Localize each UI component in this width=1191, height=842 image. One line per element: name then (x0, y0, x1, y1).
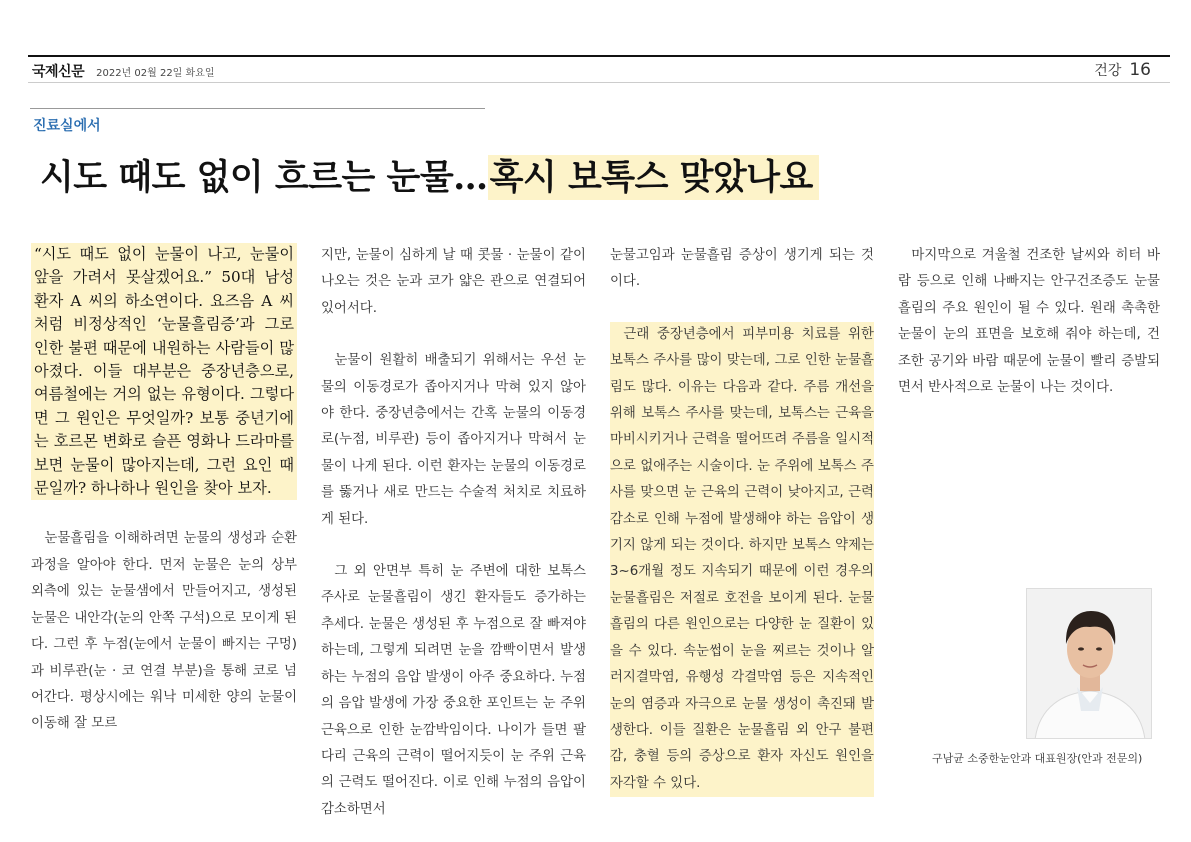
lead-paragraph: “시도 때도 없이 눈물이 나고, 눈물이 앞을 가려서 못살겠어요.” 50대 남성 환자 A 씨의 하소연이다. 요즈음 A 씨처럼 비정상적인 ‘눈물흘림증’과 그로 인한 불편 때문에 내원하는 사람들이 많아졌다. 이들 대부분은 중장년층으로, 여름철에는 거의 없는 유형이다. 그렇다면 그 원인은 무엇일까? 보통 중년기에는 호르몬 변화로 슬픈 영화나 드라마를 보면 눈물이 많아지는데, 그런 요인 때문일까? 하나하나 원인을 찾아 보자. (31, 243, 297, 500)
photo-caption: 구남균 소중한눈안과 대표원장(안과 전문의) (932, 752, 1143, 765)
headline-main: 시도 때도 없이 흐르는 눈물… (40, 157, 488, 198)
top-rule (28, 55, 1170, 57)
publication-date: 2022년 02월 22일 화요일 (96, 68, 215, 79)
headline-highlight: 혹시 보톡스 맞았나요 (488, 155, 819, 200)
article-column-2 (321, 243, 586, 823)
header-divider (28, 82, 1170, 83)
column-kicker: 진료실에서 (33, 118, 101, 134)
kicker-rule (30, 108, 485, 109)
article-column-3 (610, 243, 874, 797)
page-number: 16 (1129, 60, 1151, 80)
body-paragraph: 눈물이 원활히 배출되기 위해서는 우선 눈물의 이동경로가 좁아지거나 막혀 있지 않아야 한다. 중장년층에서는 간혹 눈물의 이동경로(누점, 비루관) 등이 좁아지거나 막혀서 눈물이 나게 된다. 이런 환자는 눈물의 이동경로를 뚫거나 새로 만드는 수술적 처치로 치료하게 된다. (321, 353, 586, 527)
masthead (32, 61, 215, 81)
body-paragraph: 지만, 눈물이 심하게 날 때 콧물 · 눈물이 같이 나오는 것은 눈과 코가 얇은 관으로 연결되어 있어서다. (321, 248, 586, 316)
body-paragraph: 눈물흘림을 이해하려면 눈물의 생성과 순환과정을 알아야 한다. 먼저 눈물은 눈의 상부 외측에 있는 눈물샘에서 만들어지고, 생성된 눈물은 내안각(눈의 안쪽 구석)으로 모이게 된다. 그런 후 누점(눈에서 눈물이 빠지는 구멍)과 비루관(눈 · 코 연결 부분)을 통해 코로 넘어간다. 평상시에는 워낙 미세한 양의 눈물이 이동해 잘 모르 (31, 531, 297, 732)
article-headline (40, 150, 819, 200)
body-paragraph: 마지막으로 겨울철 건조한 날씨와 히터 바람 등으로 인해 나빠지는 안구건조증도 눈물흘림의 주요 원인이 될 수 있다. 원래 촉촉한 눈물이 눈의 표면을 보호해 줘야 하는데, 건조한 공기와 바람 때문에 눈물이 빨리 증발되면서 반사적으로 눈물이 나는 것이다. (898, 248, 1160, 396)
author-portrait-icon (1027, 589, 1152, 739)
body-paragraph: 그 외 안면부 특히 눈 주변에 대한 보톡스 주사로 눈물흘림이 생긴 환자들도 증가하는 추세다. 눈물은 생성된 후 누점으로 잘 빠져야 하는데, 그렇게 되려면 눈을 깜빡이면서 발생하는 누점의 음압 발생이 아주 중요하다. 누점의 음압 발생에 가장 중요한 포인트는 눈 주위 근육으로 인한 눈깜박임이다. 나이가 들면 팔다리 근육의 근력이 떨어지듯이 눈 주위 근육의 근력도 떨어진다. 이로 인해 누점의 음압이 감소하면서 (321, 564, 586, 817)
article-column-4 (898, 243, 1160, 401)
article-column-1 (31, 243, 297, 738)
newspaper-name: 국제신문 (32, 64, 85, 80)
body-paragraph: 눈물고임과 눈물흘림 증상이 생기게 되는 것이다. (610, 248, 874, 290)
section-header (1094, 60, 1151, 80)
highlighted-paragraph: 근래 중장년층에서 피부미용 치료를 위한 보톡스 주사를 많이 맞는데, 그로 인한 눈물흘림도 많다. 이유는 다음과 같다. 주름 개선을 위해 보톡스 주사를 맞는데, 보톡스는 근육을 마비시키거나 근력을 떨어뜨려 주름을 일시적으로 없애주는 시술이다. 눈 주위에 보톡스 주사를 맞으면 눈 근육의 근력이 낮아지고, 근력 감소로 인해 누점에 발생해야 하는 음압이 생기지 않게 되는 것이다. 하지만 보톡스 약제는 3~6개월 정도 지속되기 때문에 이런 경우의 눈물흘림은 저절로 호전을 보이게 된다. 눈물흘림의 다른 원인으로는 다양한 눈 질환이 있을 수 있다. 속눈썹이 눈을 찌르는 것이나 알러지결막염, 유행성 각결막염 등은 지속적인 눈의 염증과 자극으로 눈물 생성이 촉진돼 발생한다. 이들 질환은 눈물흘림 외 안구 불편감, 충혈 등의 증상으로 환자 자신도 원인을 자각할 수 있다. (610, 322, 874, 797)
section-name: 건강 (1094, 63, 1122, 79)
author-photo (1026, 588, 1152, 739)
